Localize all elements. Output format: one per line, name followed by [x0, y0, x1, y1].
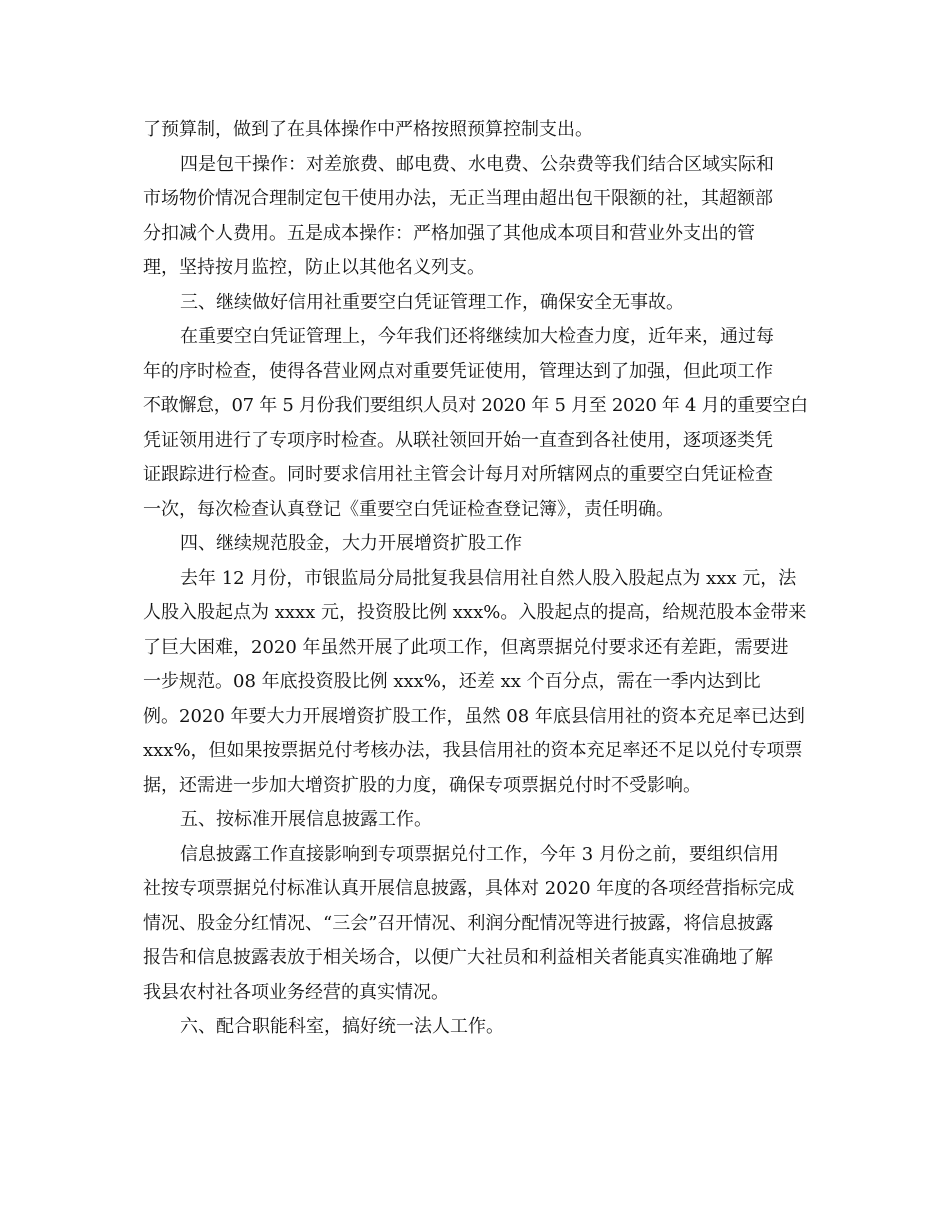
text-line: 了预算制，做到了在具体操作中严格按照预算控制支出。	[143, 119, 593, 140]
text-line: 三、继续做好信用社重要空白凭证管理工作，确保安全无事故。	[180, 291, 684, 313]
text-line: 去年 12 月份，市银监局分局批复我县信用社自然人股入股起点为 xxx 元，法	[180, 567, 797, 589]
text-line: 在重要空白凭证管理上，今年我们还将继续加大检查力度，近年来，通过每	[180, 326, 774, 347]
text-line: 年的序时检查，使得各营业网点对重要凭证使用，管理达到了加强，但此项工作	[143, 360, 773, 382]
text-line: 报告和信息披露表放于相关场合，以便广大社员和利益相关者能真实准确地了解	[143, 947, 773, 968]
text-line: 分扣减个人费用。五是成本操作：严格加强了其他成本项目和营业外支出的管	[143, 222, 755, 244]
text-line: 四、继续规范股金，大力开展增资扩股工作	[180, 533, 522, 554]
text-line: 四是包干操作：对差旅费、邮电费、水电费、公杂费等我们结合区域实际和	[180, 153, 774, 175]
text-line: 市场物价情况合理制定包干使用办法，无正当理由超出包干限额的社，其超额部	[143, 188, 773, 209]
document-body	[143, 113, 808, 1045]
text-line: 我县农村社各项业务经营的真实情况。	[143, 981, 449, 1003]
text-line: 五、按标准开展信息披露工作。	[180, 809, 432, 830]
text-line: 不敢懈怠，07 年 5 月份我们要组织人员对 2020 年 5 月至 2020 年 4 月的重要空白	[143, 395, 808, 416]
text-line: xxx%，但如果按票据兑付考核办法，我县信用社的资本充足率还不足以兑付专项票	[143, 740, 803, 761]
text-line: 六、配合职能科室，搞好统一法人工作。	[180, 1016, 504, 1037]
text-line: 一次，每次检查认真登记《重要空白凭证检查登记簿》，责任明确。	[143, 498, 674, 520]
text-line: 了巨大困难，2020 年虽然开展了此项工作，但离票据兑付要求还有差距，需要进	[143, 636, 789, 658]
text-line: 一步规范。08 年底投资股比例 xxx%，还差 xx 个百分点，需在一季内达到比	[143, 671, 761, 692]
text-line: 例。2020 年要大力开展增资扩股工作，虽然 08 年底县信用社的资本充足率已达到	[143, 705, 805, 727]
text-line: 社按专项票据兑付标准认真开展信息披露，具体对 2020 年度的各项经营指标完成	[143, 878, 795, 899]
text-line: 信息披露工作直接影响到专项票据兑付工作，今年 3 月份之前，要组织信用	[180, 843, 779, 865]
text-line: 据，还需进一步加大增资扩股的力度，确保专项票据兑付时不受影响。	[143, 774, 701, 796]
text-line: 证跟踪进行检查。同时要求信用社主管会计每月对所辖网点的重要空白凭证检查	[143, 464, 773, 485]
text-line: 凭证领用进行了专项序时检查。从联社领回开始一直查到各社使用，逐项逐类凭	[143, 429, 773, 451]
text-line: 理，坚持按月监控，防止以其他名义列支。	[143, 257, 485, 278]
text-line: 人股入股起点为 xxxx 元，投资股比例 xxx%。入股起点的提高，给规范股本金带来	[143, 602, 807, 623]
text-line: 情况、股金分红情况、“三会”召开情况、利润分配情况等进行披露，将信息披露	[143, 912, 774, 934]
